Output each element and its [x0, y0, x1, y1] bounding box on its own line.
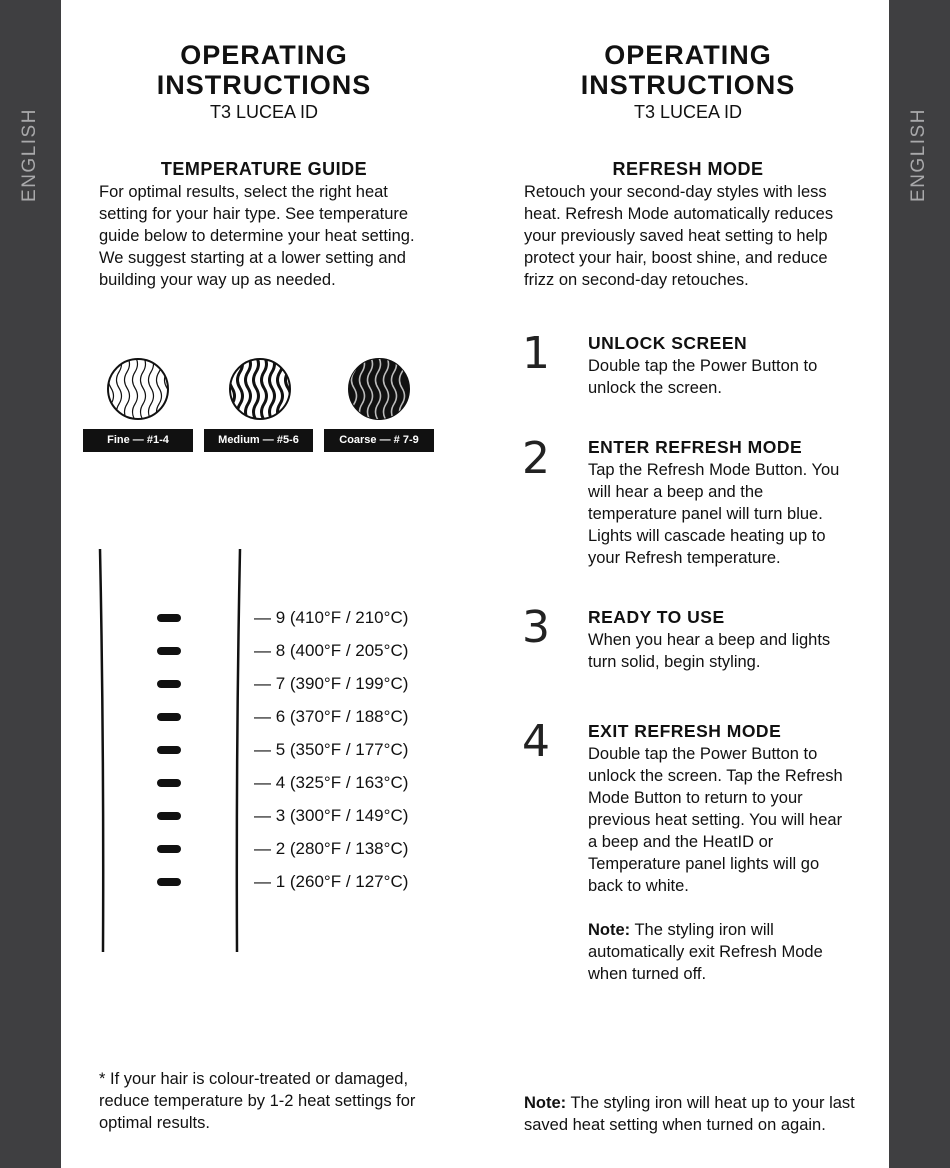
footer-note-text: The styling iron will heat up to your last saved heat setting when turned on again.	[524, 1094, 855, 1134]
step-2-number: 2	[522, 433, 550, 484]
medium-hair-icon	[227, 356, 293, 422]
heat-light-8	[157, 647, 181, 655]
step-4-number: 4	[522, 716, 550, 767]
step-1-number: 1	[522, 328, 550, 379]
medium-hair-label: Medium — #5-6	[204, 429, 313, 452]
heat-setting-1: — 1 (260°F / 127°C)	[157, 872, 437, 892]
heat-light-6	[157, 713, 181, 721]
right-language-label: ENGLISH	[908, 108, 930, 202]
heat-light-7	[157, 680, 181, 688]
fine-hair-icon	[105, 356, 171, 422]
heat-light-5	[157, 746, 181, 754]
step-4-note-text: The styling iron will automatically exit Refresh Mode when turned off.	[588, 921, 823, 983]
left-subtitle: T3 LUCEA ID	[209, 102, 319, 122]
heat-light-2	[157, 845, 181, 853]
step-2-heading: ENTER REFRESH MODE	[588, 437, 803, 457]
right-title-line2: INSTRUCTIONS	[580, 70, 796, 100]
heat-setting-2: — 2 (280°F / 138°C)	[157, 839, 437, 859]
right-title-line1: OPERATING	[604, 40, 772, 70]
footer-note	[524, 1092, 869, 1136]
temperature-guide-heading: TEMPERATURE GUIDE	[160, 159, 368, 179]
step-4-body: Double tap the Power Button to unlock the screen. Tap the Refresh Mode Button to return to your previous heat setting. You will hear a beep and the HeatID or Temperature panel lights will go back to white.	[588, 745, 843, 895]
heat-setting-6: — 6 (370°F / 188°C)	[157, 707, 437, 727]
step-3-heading: READY TO USE	[588, 607, 725, 627]
refresh-mode-heading: REFRESH MODE	[612, 159, 764, 179]
heat-setting-5: — 5 (350°F / 177°C)	[157, 740, 437, 760]
right-sidebar	[889, 0, 950, 1168]
step-1-heading: UNLOCK SCREEN	[588, 333, 748, 353]
footer-note-label: Note:	[524, 1094, 567, 1112]
heat-light-3	[157, 812, 181, 820]
right-subtitle: T3 LUCEA ID	[633, 102, 743, 122]
step-2-body: Tap the Refresh Mode Button. You will hear a beep and the temperature panel will turn blue. Lights will cascade heating up to your Refresh temperature.	[588, 461, 840, 567]
heat-light-1	[157, 878, 181, 886]
step-4-heading: EXIT REFRESH MODE	[588, 721, 782, 741]
step-3-body: When you hear a beep and lights turn solid, begin styling.	[588, 631, 831, 671]
step-4-note	[588, 919, 850, 985]
heat-setting-7: — 7 (390°F / 199°C)	[157, 674, 437, 694]
step-3-number: 3	[522, 602, 550, 653]
refresh-mode-intro: Retouch your second-day styles with less heat. Refresh Mode automatically reduces your previously saved heat setting to help protect your hair, boost shine, and reduce frizz on second-day retouches.	[524, 183, 834, 289]
step-4-note-label: Note:	[588, 921, 631, 939]
heat-setting-3: — 3 (300°F / 149°C)	[157, 806, 437, 826]
left-title-line1: OPERATING	[180, 40, 348, 70]
heat-setting-8: — 8 (400°F / 205°C)	[157, 641, 437, 661]
step-1-body: Double tap the Power Button to unlock the screen.	[588, 357, 818, 397]
fine-hair-label: Fine — #1-4	[83, 429, 193, 452]
heat-setting-9: — 9 (410°F / 210°C)	[157, 608, 437, 628]
heat-light-9	[157, 614, 181, 622]
heat-light-4	[157, 779, 181, 787]
temperature-footnote: * If your hair is colour-treated or damaged, reduce temperature by 1-2 heat settings for optimal results.	[99, 1070, 416, 1132]
left-title-line2: INSTRUCTIONS	[156, 70, 372, 100]
heat-setting-4: — 4 (325°F / 163°C)	[157, 773, 437, 793]
left-language-label: ENGLISH	[19, 108, 41, 202]
coarse-hair-icon	[346, 356, 412, 422]
coarse-hair-label: Coarse — # 7-9	[324, 429, 434, 452]
left-sidebar	[0, 0, 61, 1168]
temperature-guide-intro: For optimal results, select the right heat setting for your hair type. See temperature guide below to determine your heat setting. We suggest starting at a lower setting and building your way up as needed.	[99, 183, 415, 289]
